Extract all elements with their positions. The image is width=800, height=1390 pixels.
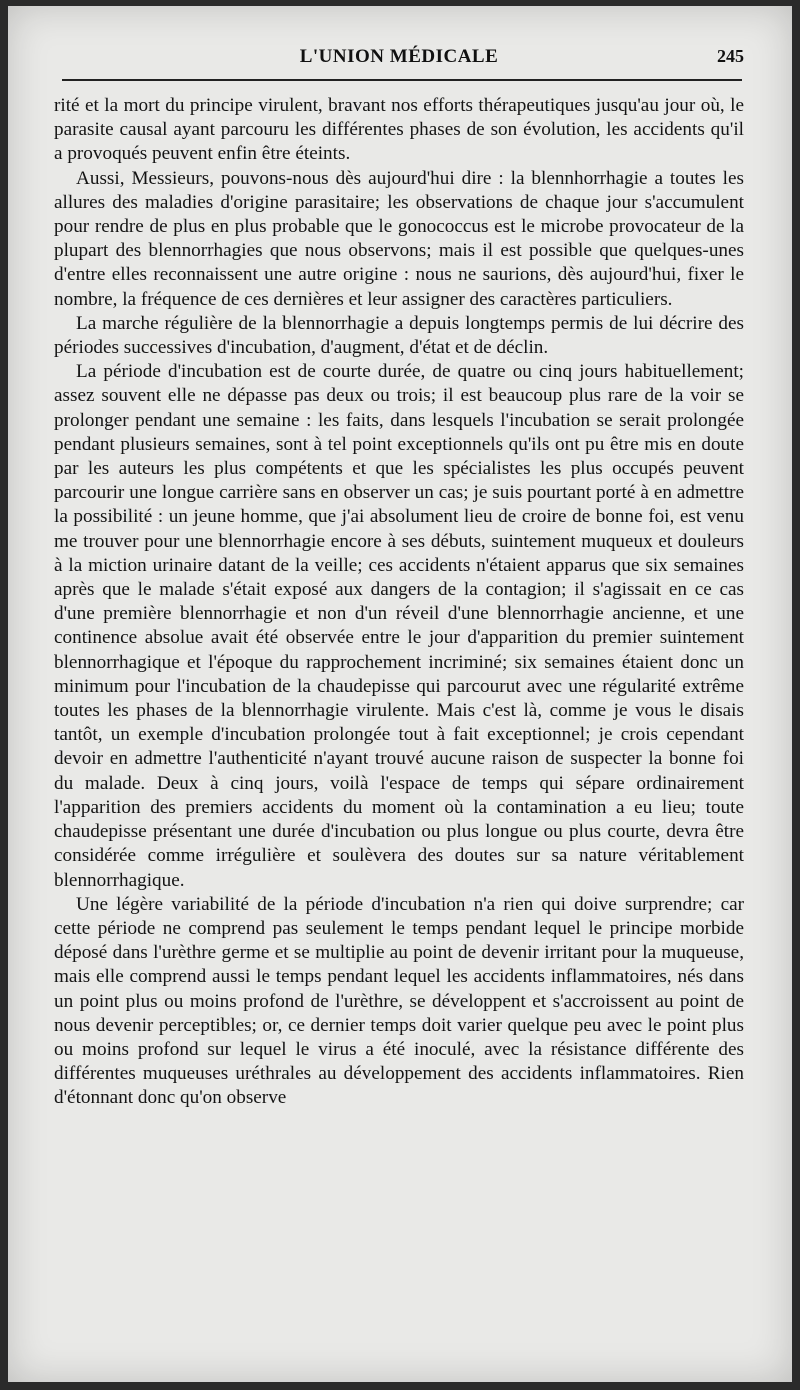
page-number: 245 (717, 46, 744, 66)
document-page (8, 6, 792, 1382)
header-rule (62, 79, 742, 81)
page-header (54, 46, 744, 76)
paragraph: Une légère variabilité de la période d'incubation n'a rien qui doive surprendre; car cette période ne comprend pas seulement le temps pendant lequel le principe morbide déposé dans l'urèthre germe et se multiplie au point de devenir irritant pour la muqueuse, mais elle comprend aussi le temps pendant lequel les accidents inflammatoires, nés dans un point plus ou moins profond de l'urèthre, se développent et s'accroissent au point de nous devenir perceptibles; or, ce dernier temps doit varier quelque peu avec le point plus ou moins profond sur lequel le virus a été inoculé, avec la résistance différente des différentes muqueuses uréthrales au développement des accidents inflammatoires. Rien d'étonnant donc qu'on observe (54, 893, 744, 1109)
paragraph-continuation: rité et la mort du principe virulent, bravant nos efforts thérapeutiques jusqu'au jour où, le parasite causal ayant parcouru les différentes phases de son évolution, les accidents qu'il a provoqués peuvent enfin être éteints. (54, 95, 744, 165)
paragraph: La période d'incubation est de courte durée, de quatre ou cinq jours habituellement; assez souvent elle ne dépasse pas deux ou trois; il est beaucoup plus rare de la voir se prolonger pendant une semaine : les faits, dans lesquels l'incubation se serait prolongée pendant plusieurs semaines, sont à tel point exceptionnels qu'ils ont pu être mis en doute par les auteurs les plus compétents et que les spécialistes les plus occupés peuvent parcourir une longue carrière sans en observer un cas; je suis pourtant porté à en admettre la possibilité : un jeune homme, que j'ai absolument lieu de croire de bonne foi, est venu me trouver pour une blennorrhagie encore à ses débuts, suintement muqueux et douleurs à la miction urinaire datant de la veille; ces accidents n'étaient apparus que six semaines après que le malade s'était exposé aux dangers de la contagion; il s'agissait en ce cas d'une première blennorrhagie et non d'un réveil d'une blennorrhagie ancienne, et une continence absolue avait été observée entre le jour d'apparition du premier suintement blennorrhagique et l'époque du rapprochement incriminé; six semaines étaient donc un minimum pour l'incubation de la chaudepisse qui parcourut avec une régularité extrême toutes les phases de la blennorrhagie virulente. Mais c'est là, comme je vous le disais tantôt, un exemple d'incubation prolongée tout à fait exceptionnel; je crois cependant devoir en admettre l'authenticité n'ayant trouvé aucune raison de suspecter la bonne foi du malade. Deux à cinq jours, voilà l'espace de temps qui sépare ordinairement l'apparition des premiers accidents du moment où la contamination a eu lieu; toute chaudepisse présentant une durée d'incubation ou plus longue ou plus courte, devra être considérée comme irrégulière et soulèvera des doutes sur sa nature véritablement blennorrhagique. (54, 361, 744, 891)
paragraph: Aussi, Messieurs, pouvons-nous dès aujourd'hui dire : la blennhorrhagie a toutes les allures des maladies d'origine parasitaire; les observations de chaque jour s'accumulent pour rendre de plus en plus probable que le gonococcus est le microbe provocateur de la plupart des blennorrhagies que nous observons; mais il est possible que quelques-unes d'entre elles reconnaissent une autre origine : nous ne saurions, dès aujourd'hui, fixer le nombre, la fréquence de ces dernières et leur assigner des caractères particuliers. (54, 167, 744, 310)
paragraph: La marche régulière de la blennorrhagie a depuis longtemps permis de lui décrire des périodes successives d'incubation, d'augment, d'état et de déclin. (54, 312, 744, 359)
running-title: L'UNION MÉDICALE (299, 46, 499, 67)
body-text (54, 94, 744, 1111)
